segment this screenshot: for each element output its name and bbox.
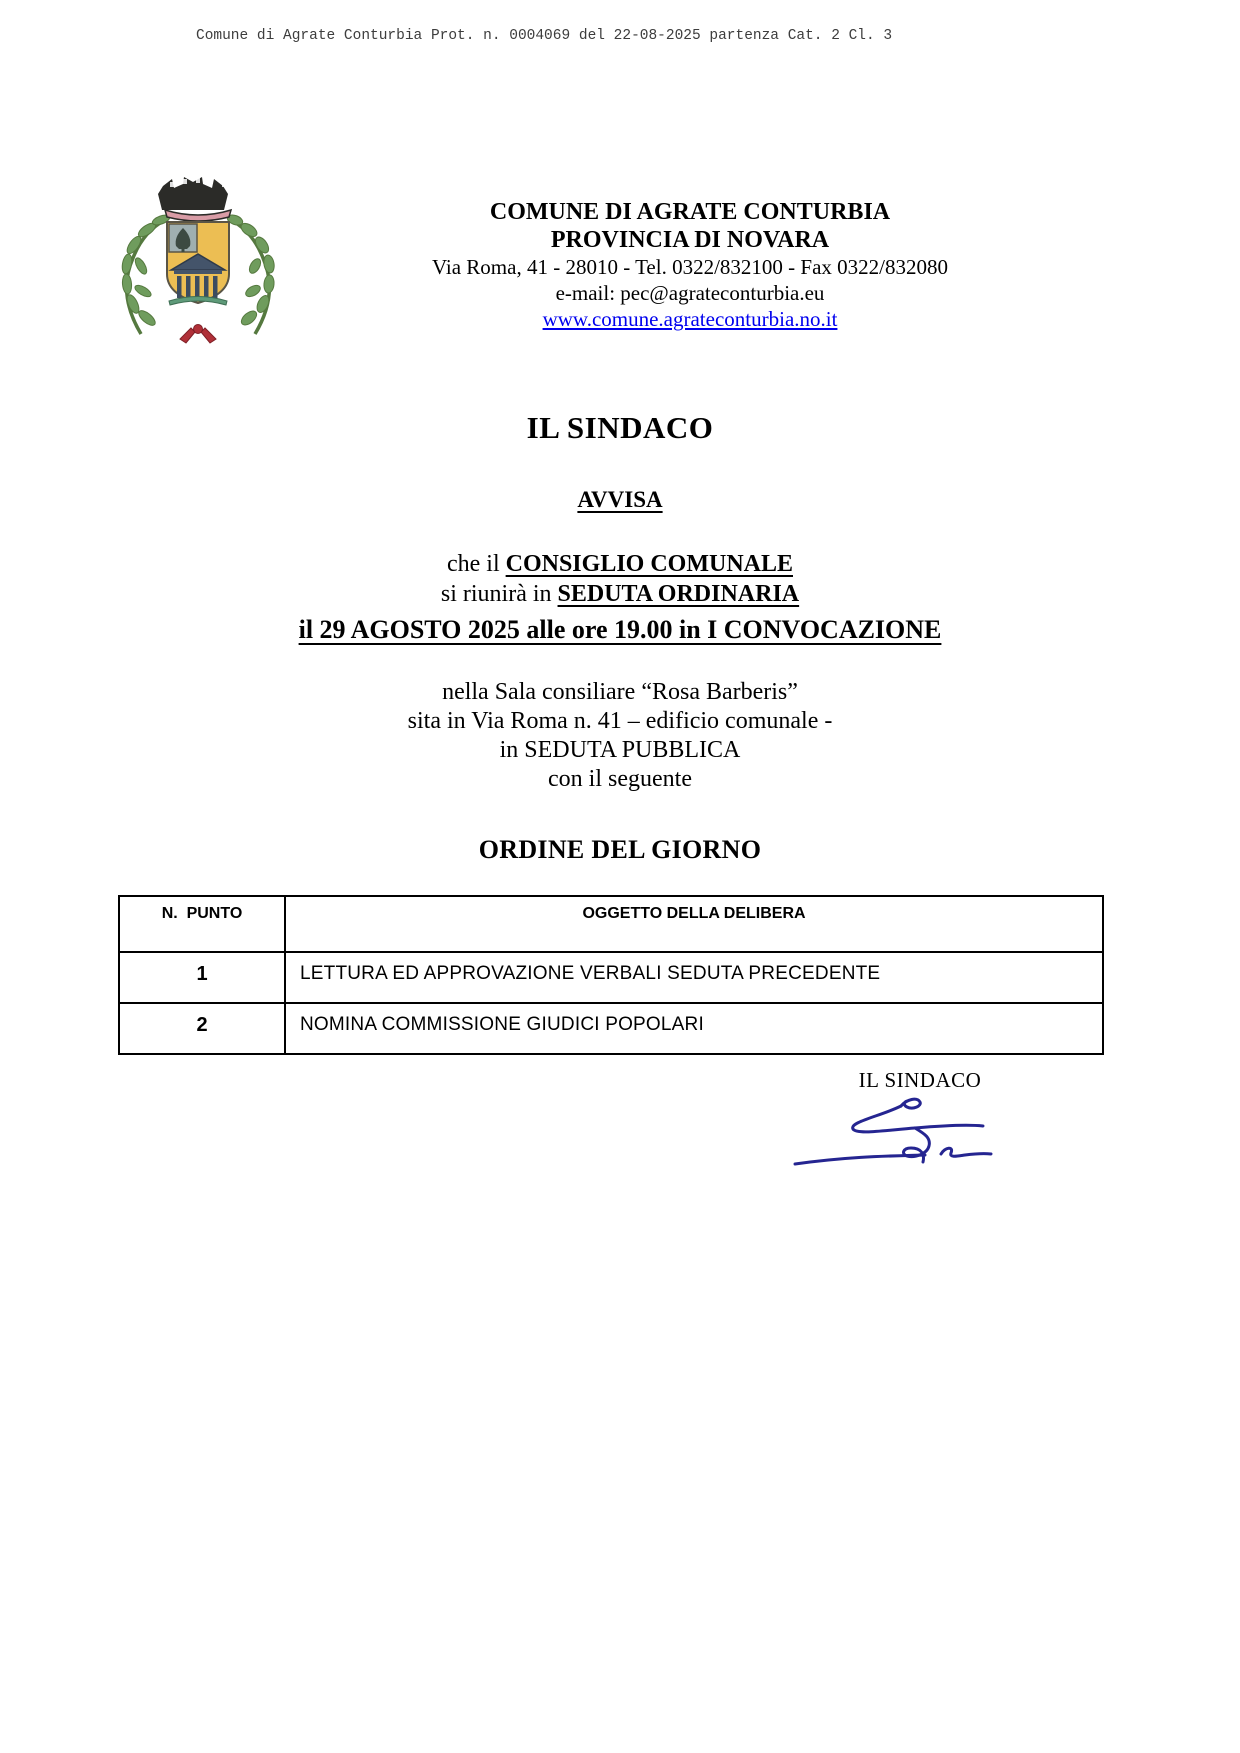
location-line-3: in SEDUTA PUBBLICA xyxy=(499,737,741,763)
agenda-item-number: 2 xyxy=(119,1003,285,1054)
shield-icon xyxy=(167,222,229,305)
ribbon-icon xyxy=(180,325,216,344)
agenda-item-subject: NOMINA COMMISSIONE GIUDICI POPOLARI xyxy=(285,1003,1103,1054)
agenda-item-subject: LETTURA ED APPROVAZIONE VERBALI SEDUTA PRECEDENTE xyxy=(285,952,1103,1003)
session-bold: SEDUTA ORDINARIA xyxy=(557,581,800,607)
council-bold: CONSIGLIO COMUNALE xyxy=(505,551,793,577)
agenda-header-row xyxy=(119,896,1103,952)
table-row xyxy=(119,1003,1103,1054)
municipal-coat-of-arms-icon xyxy=(103,166,293,348)
agenda-item-number: 1 xyxy=(119,952,285,1003)
email-line: e-mail: pec@agrateconturbia.eu xyxy=(555,281,825,305)
table-row xyxy=(119,952,1103,1003)
location-line-2: sita in Via Roma n. 41 – edificio comunale - xyxy=(407,708,833,734)
municipality-name: COMUNE DI AGRATE CONTURBIA xyxy=(489,199,891,225)
date-line: il 29 AGOSTO 2025 alle ore 19.00 in I CONVOCAZIONE xyxy=(298,615,942,644)
agenda-title: ORDINE DEL GIORNO xyxy=(478,835,762,864)
province-name: PROVINCIA DI NOVARA xyxy=(550,227,830,253)
location-line-4: con il seguente xyxy=(548,766,692,792)
address-line: Via Roma, 41 - 28010 - Tel. 0322/832100 - Fax 0322/832080 xyxy=(431,255,948,279)
document-title: IL SINDACO xyxy=(526,410,714,445)
letterhead xyxy=(300,198,1080,332)
signatory-title: IL SINDACO xyxy=(858,1068,982,1092)
agenda-table xyxy=(118,895,1104,1055)
mayor-signature-icon xyxy=(783,1092,1003,1174)
signature-block xyxy=(770,1068,1070,1093)
col-header-number: N. PUNTO xyxy=(119,896,285,952)
protocol-stamp-line: Comune di Agrate Conturbia Prot. n. 0004069 del 22-08-2025 partenza Cat. 2 Cl. 3 xyxy=(196,28,893,44)
col-header-subject: OGGETTO DELLA DELIBERA xyxy=(285,896,1103,952)
council-line: che il CONSIGLIO COMUNALE xyxy=(446,551,793,577)
website-link[interactable]: www.comune.agrateconturbia.no.it xyxy=(542,307,838,331)
announce-word: AVVISA xyxy=(577,487,663,512)
location-line-1: nella Sala consiliare “Rosa Barberis” xyxy=(442,679,798,705)
crown-icon xyxy=(158,177,231,221)
session-line: si riunirà in SEDUTA ORDINARIA xyxy=(440,581,800,607)
website-line xyxy=(300,306,1080,332)
